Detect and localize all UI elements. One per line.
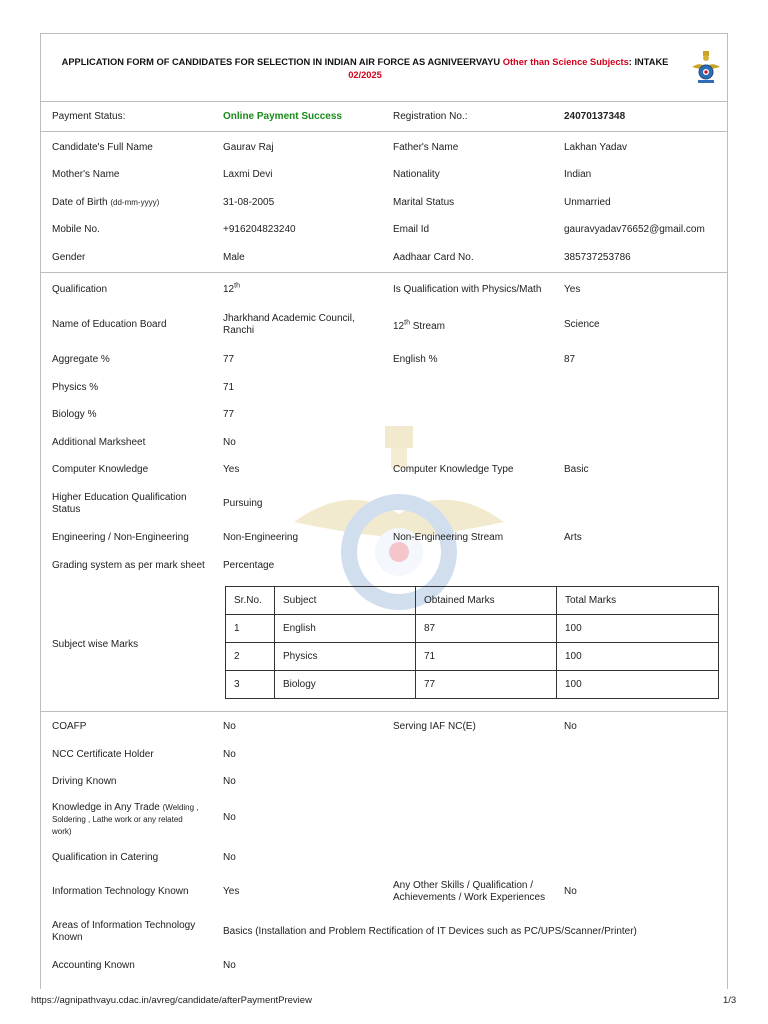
catering-value: No (223, 852, 236, 863)
payment-status-value: Online Payment Success (223, 111, 342, 122)
intake-number: 02/2025 (348, 70, 382, 80)
physics-percent-value: 71 (223, 382, 235, 393)
aadhaar-value: 385737253786 (564, 252, 631, 263)
registration-value: 24070137348 (564, 111, 626, 122)
dob-value: 31-08-2005 (223, 197, 275, 208)
table-cell: 100 (557, 671, 719, 699)
form-title: APPLICATION FORM OF CANDIDATES FOR SELECTION IN INDIAN AIR FORCE AS AGNIVEERVAYU Other than Science Subjects: INTAKE 02/2025 (61, 57, 669, 80)
full-name-value: Gaurav Raj (223, 142, 274, 153)
table-header-row (226, 587, 719, 615)
aggregate-label: Aggregate % (52, 354, 110, 365)
nationality-value: Indian (564, 169, 592, 180)
table-cell: 100 (557, 643, 719, 671)
table-cell: 2 (226, 643, 275, 671)
table-cell: 100 (557, 615, 719, 643)
table-cell: 3 (226, 671, 275, 699)
board-label: Name of Education Board (52, 319, 167, 330)
father-name-label: Father's Name (393, 142, 459, 153)
computer-type-label: Computer Knowledge Type (393, 464, 514, 475)
marital-status-label: Marital Status (393, 197, 455, 208)
iaf-emblem-icon (689, 50, 723, 86)
table-cell: English (275, 615, 416, 643)
additional-marksheet-value: No (223, 437, 236, 448)
it-areas-value: Basics (Installation and Problem Rectification of IT Devices such as PC/UPS/Scanner/Printer) (223, 926, 637, 937)
grading-system-value: Percentage (223, 560, 275, 571)
trade-knowledge-label: Knowledge in Any Trade (Welding , Soldering , Lathe work or any related work) (52, 802, 199, 836)
ncc-value: No (223, 749, 236, 760)
father-name-value: Lakhan Yadav (564, 142, 628, 153)
table-header-cell: Total Marks (557, 587, 719, 615)
table-cell: 1 (226, 615, 275, 643)
table-cell: 87 (416, 615, 557, 643)
form-frame (40, 33, 728, 989)
serving-iaf-label: Serving IAF NC(E) (393, 721, 476, 732)
serving-iaf-value: No (564, 721, 577, 732)
board-value: Jharkhand Academic Council, Ranchi (223, 313, 355, 336)
additional-marksheet-label: Additional Marksheet (52, 437, 146, 448)
stream-label: 12th Stream (393, 319, 445, 332)
subject-marks-table (225, 586, 719, 699)
non-engineering-stream-label: Non-Engineering Stream (393, 532, 504, 543)
payment-row (41, 101, 727, 131)
table-cell: Biology (275, 671, 416, 699)
mother-name-label: Mother's Name (52, 169, 120, 180)
payment-status-label: Payment Status: (52, 111, 126, 122)
english-percent-label: English % (393, 354, 438, 365)
accounting-label: Accounting Known (52, 960, 135, 971)
table-row (226, 671, 719, 699)
engineering-label: Engineering / Non-Engineering (52, 532, 189, 543)
table-cell: 71 (416, 643, 557, 671)
it-known-value: Yes (223, 886, 240, 897)
driving-label: Driving Known (52, 776, 117, 787)
accounting-value: No (223, 960, 236, 971)
nationality-label: Nationality (393, 169, 440, 180)
table-cell: 77 (416, 671, 557, 699)
dob-label: Date of Birth (dd-mm-yyyy) (52, 197, 160, 208)
email-label: Email Id (393, 224, 430, 235)
physics-math-value: Yes (564, 284, 581, 295)
other-skills-label: Any Other Skills / Qualification / Achievements / Work Experiences (393, 880, 546, 903)
other-skills-value: No (564, 886, 577, 897)
table-header-cell: Sr.No. (226, 587, 275, 615)
computer-knowledge-value: Yes (223, 464, 240, 475)
table-row (226, 643, 719, 671)
mobile-label: Mobile No. (52, 224, 100, 235)
gender-value: Male (223, 252, 245, 263)
grading-system-label: Grading system as per mark sheet (52, 560, 205, 571)
dob-format: (dd-mm-yyyy) (110, 198, 160, 207)
mobile-value: +916204823240 (223, 224, 296, 235)
category-highlight: Other than Science Subjects (502, 57, 629, 67)
subject-marks-label: Subject wise Marks (52, 639, 139, 650)
marital-status-value: Unmarried (564, 197, 611, 208)
other-skills-section (41, 712, 727, 989)
coafp-label: COAFP (52, 721, 87, 732)
table-header-cell: Subject (275, 587, 416, 615)
page-number: 1/3 (723, 995, 737, 1006)
computer-knowledge-label: Computer Knowledge (52, 464, 149, 475)
table-row (226, 615, 719, 643)
stream-value: Science (564, 319, 600, 330)
aggregate-value: 77 (223, 354, 235, 365)
computer-type-value: Basic (564, 464, 589, 475)
gender-label: Gender (52, 252, 86, 263)
table-header-cell: Obtained Marks (416, 587, 557, 615)
registration-label: Registration No.: (393, 111, 468, 122)
qualification-label: Qualification (52, 284, 108, 295)
it-known-label: Information Technology Known (52, 886, 189, 897)
ncc-label: NCC Certificate Holder (52, 749, 154, 760)
page-url: https://agnipathvayu.cdac.in/avreg/candidate/afterPaymentPreview (31, 995, 312, 1006)
trade-knowledge-value: No (223, 812, 236, 823)
driving-value: No (223, 776, 236, 787)
higher-education-label: Higher Education Qualification Status (52, 492, 187, 515)
personal-section (41, 132, 727, 272)
mother-name-value: Laxmi Devi (223, 169, 273, 180)
catering-label: Qualification in Catering (52, 852, 159, 863)
physics-math-label: Is Qualification with Physics/Math (393, 284, 542, 295)
it-areas-label: Areas of Information Technology Known (52, 920, 196, 943)
physics-percent-label: Physics % (52, 382, 99, 393)
aadhaar-label: Aadhaar Card No. (393, 252, 474, 263)
engineering-value: Non-Engineering (223, 532, 299, 543)
email-value: gauravyadav76652@gmail.com (564, 224, 705, 235)
form-header (41, 34, 727, 102)
non-engineering-stream-value: Arts (564, 532, 582, 543)
coafp-value: No (223, 721, 236, 732)
biology-percent-label: Biology % (52, 409, 97, 420)
qualification-value: 12th (223, 282, 240, 295)
english-percent-value: 87 (564, 354, 576, 365)
table-cell: Physics (275, 643, 416, 671)
full-name-label: Candidate's Full Name (52, 142, 153, 153)
higher-education-value: Pursuing (223, 498, 263, 509)
biology-percent-value: 77 (223, 409, 235, 420)
